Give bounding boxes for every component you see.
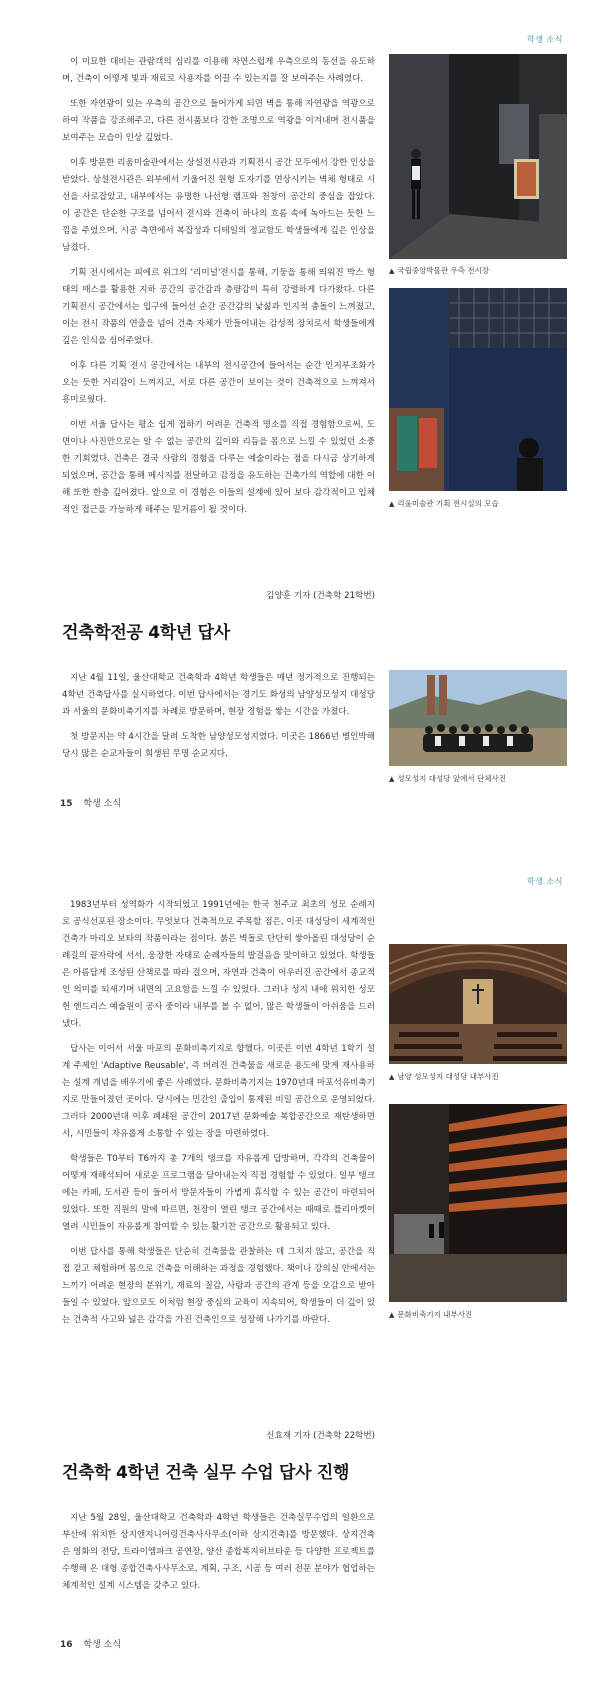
footer-label: 학생 소식 <box>83 1640 122 1650</box>
paragraph: 지난 4월 11일, 울산대학교 건축학과 4학년 학생들은 매년 정기적으로 진행되는 4학년 건축답사를 실시하였다. 이번 답사에서는 경기도 화성의 남양성모성지 대성당과 서울의 문화비축기지를 차례로 방문하며, 현장 경험을 쌓는 시간을 가졌다. <box>62 673 375 717</box>
page-number: 15 <box>60 799 73 809</box>
photo-caption: ▲ 국립중앙박물관 우측 전시장 <box>389 266 490 275</box>
paragraph: 이번 답사를 통해 학생들은 단순히 건축물을 관찰하는 데 그치지 않고, 공간을 직접 걷고 체험하며 몸으로 건축을 이해하는 과정을 경험했다. 책이나 강의실 안에서는 느끼기 어려운 현장의 분위기, 재료의 질감, 사람과 공간의 관계 등을 오감으로 받아들일 수 있었다. 앞으로도 이처럼 현장 중심의 교육이 지속되어, 학생들이 더 깊이 있는 건축적 사고와 넓은 감각을 가진 건축인으로 성장해 나가기를 바란다. <box>62 1247 375 1325</box>
cathedral-interior-photo <box>389 944 567 1064</box>
footer-label: 학생 소식 <box>83 799 122 809</box>
section-title: 건축학 4학년 건축 실무 수업 답사 진행 <box>62 1463 350 1483</box>
section-title: 건축학전공 4학년 답사 <box>62 623 230 643</box>
paragraph: 이후 다른 기획 전시 공간에서는 내부의 전시공간에 들어서는 순간 인지부조화가 오는 듯한 거리감이 느껴지고, 서로 다른 공간이 보이는 것이 건축적으로 느껴져서 흥미로웠다. <box>62 361 375 405</box>
leeum-exhibition-photo <box>389 288 567 491</box>
paragraph: 기획 전시에서는 피에르 위그의 '리미널'전시를 통해, 기둥을 통해 띄워진 박스 형태의 매스를 활용한 지하 공간의 공간감과 층량감이 특히 강렬하게 다가왔다. 다른 기획전시 공간에서는 입구에 들어선 순간 공간감의 낯섦과 인지적 충돌이 느껴졌고, 이는 전시 작품의 연출을 넘어 건축 자체가 만들어내는 감성적 장치로서 학생들에게 깊은 인식을 심어주었다. <box>62 268 375 346</box>
photo-caption: ▲ 리움미술관 기획 전시실의 모습 <box>389 499 499 508</box>
photo-caption: ▲ 남양 성모성지 대성당 내부사진 <box>389 1072 499 1081</box>
byline: 김양훈 기자 (건축학 21학번) <box>266 591 375 601</box>
article-body <box>62 1510 375 1603</box>
page-footer <box>60 796 121 809</box>
museum-gallery-photo <box>389 54 567 259</box>
photo-caption: ▲ 문화비축기지 내부사진 <box>389 1310 473 1319</box>
paragraph: 이 미묘한 대비는 관람객의 심리를 이용해 자연스럽게 우측으로의 동선을 유도하며, 건축이 어떻게 빛과 재료로 사용자를 이끌 수 있는지를 잘 보여주는 사례였다. <box>62 57 375 84</box>
group-photo <box>389 670 567 766</box>
paragraph: 이후 방문한 리움미술관에서는 상설전시관과 기획전시 공간 모두에서 강한 인상을 받았다. 상설전시관은 외부에서 기울어진 원형 도자기를 연상시키는 벽체 형태로 시선을 사로잡았고, 내부에서는 유명한 나선형 램프와 천창이 공간의 중심을 잡았다. 이 공간은 단순한 구조를 넘어서 전시와 건축이 하나의 흐름 속에 녹아드는 듯한 느낌을 주었으며, 시공 측면에서 복잡성과 디테일의 정교함도 학생들에게 깊은 인상을 남겼다. <box>62 158 375 253</box>
article-body <box>62 897 375 1337</box>
page-header: 학생 소식 <box>527 35 563 44</box>
paragraph: 학생들은 T0부터 T6까지 총 7개의 탱크를 자유롭게 답방하며, 각각의 건축물이 어떻게 재해석되어 새로운 프로그램을 담아내는지 직접 경험할 수 있었다. 일부 탱크에는 카페, 도서관 등이 들어서 방문자들이 가볍게 휴식할 수 있는 공간이 마련되어 있었다. 또한 직원의 말에 따르면, 천장이 열린 탱크 공간에서는 때때로 플리마켓이 열려 시민들이 자유롭게 참여할 수 있는 활기찬 공간으로 활용되고 있다. <box>62 1154 375 1232</box>
paragraph: 또한 자연광이 있는 우측의 공간으로 들어가게 되면 벽을 통해 자연광을 역광으로 하여 작품을 강조해주고, 다른 전시품보다 강한 조명으로 역광을 이겨내며 전시품을 보여주는 모습이 인상 깊었다. <box>62 99 375 143</box>
article-body <box>62 670 375 771</box>
photo-caption: ▲ 성모성지 대성당 앞에서 단체사진 <box>389 774 506 783</box>
culture-tank-interior-photo <box>389 1104 567 1302</box>
page-number: 16 <box>60 1640 73 1650</box>
byline: 신효재 기자 (건축학 22학번) <box>266 1431 375 1441</box>
page-header: 학생 소식 <box>527 877 563 886</box>
paragraph: 답사는 이어서 서울 마포의 문화비축기지로 향했다. 이곳은 이번 4학년 1학기 설계 주제인 'Adaptive Reusable', 즉 버려진 건축물을 새로운 용도에 맞게 재사용하는 설계 개념을 배우기에 좋은 사례였다. 문화비축기지는 1970년대 마포석유비축기지로 만들어졌던 곳이다. 당시에는 민간인 출입이 통제된 비밀 공간으로 운영되었다. 그러다 2000년대 이후 폐쇄된 공간이 2017년 문화예술 복합공간으로 재탄생하면서, 시민들이 자유롭게 소통할 수 있는 장을 마련하였다. <box>62 1044 375 1139</box>
page-footer <box>60 1637 121 1650</box>
paragraph: 지난 5월 28일, 울산대학교 건축학과 4학년 학생들은 건축실무수업의 일환으로 부산에 위치한 상지엔지니어링건축사사무소(이하 상지건축)를 방문했다. 상지건축은 영화의 전당, 트라이엠파크 공연장, 양산 종합복지허브타운 등 다양한 프로젝트를 수행해 온 대형 종합건축사사무소로, 계획, 구조, 시공 등 여러 전문 분야가 협업하는 체계적인 설계 시스템을 갖추고 있다. <box>62 1513 375 1591</box>
paragraph: 첫 방문지는 약 4시간을 달려 도착한 남양성모성지였다. 이곳은 1866년 병인박해 당시 많은 순교자들이 희생된 무명 순교지다. <box>62 732 375 759</box>
paragraph: 이번 서울 답사는 평소 쉽게 접하기 어려운 건축적 명소를 직접 경험함으로써, 도면이나 사진만으로는 알 수 없는 공간의 깊이와 리듬을 몸으로 느낄 수 있었던 소중한 기회였다. 건축은 결국 사람의 경험을 다루는 예술이라는 점을 다시금 상기하게 되었으며, 공간을 통해 메시지를 전달하고 감정을 유도하는 건축가의 역할에 대한 이해 또한 한층 깊어졌다. 앞으로 이 경험은 이들의 설계에 있어 보다 감각적이고 입체적인 접근을 가능하게 해주는 밑거름이 될 것이다. <box>62 420 375 515</box>
paragraph: 1983년부터 성역화가 시작되었고 1991년에는 한국 천주교 최초의 성모 순례지로 공식선포된 장소이다. 무엇보다 건축적으로 주목할 점은, 이곳 대성당이 세계적인 건축가 마리오 보타의 작품이라는 점이다. 붉은 벽돌로 단단히 쌓아올린 대성당이 순례길의 끝자락에 서서, 웅장한 자태로 순례자들의 발걸음을 맞이하고 있었다. 학생들은 아름답게 조성된 산책로를 따라 걸으며, 자연과 건축이 어우러진 공간에서 종교적인 의미를 되새기며 내면의 고요함을 느낄 수 있었다. 그러나 성지 내에 위치한 성모헌 엔드리스 예술원이 공사 중이라 내부를 볼 수 없어, 많은 학생들이 아쉬움을 드러냈다. <box>62 900 375 1029</box>
article-body <box>62 54 375 527</box>
